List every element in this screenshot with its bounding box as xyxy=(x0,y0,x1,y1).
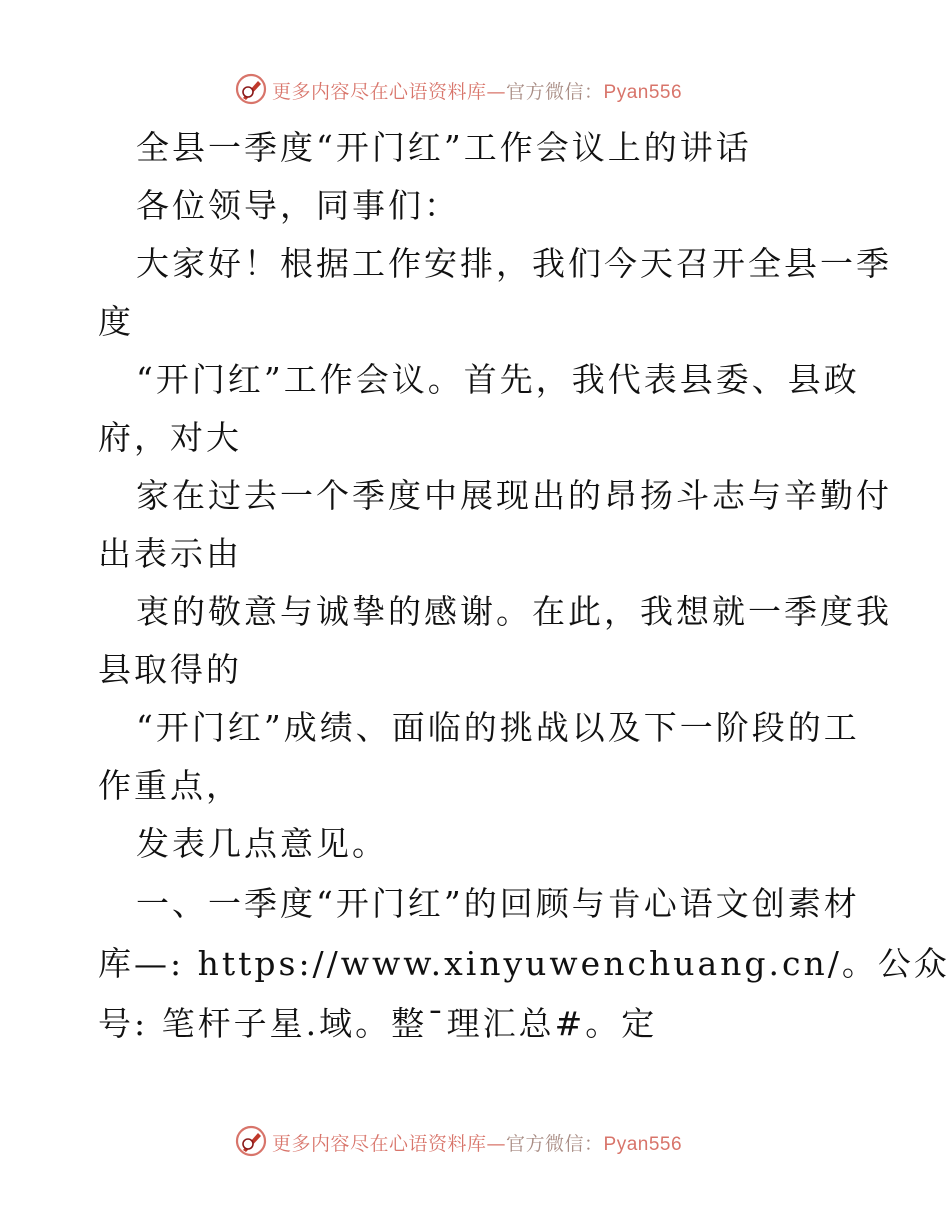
text-line: “开门红”工作会议。首先，我代表县委、县政 xyxy=(136,360,860,399)
quill-logo-icon xyxy=(234,1124,268,1158)
header-watermark xyxy=(0,70,950,110)
header-wechat-id: Pyan556 xyxy=(603,82,683,103)
text-line: 号: 笔杆子星.域。整¯理汇总#。定 xyxy=(98,1004,658,1043)
salutation: 各位领导，同事们： xyxy=(136,186,460,225)
text-line: 大家好！根据工作安排，我们今天召开全县一季 xyxy=(136,244,892,283)
footer-dash: — xyxy=(486,1133,507,1155)
text-line: 府，对大 xyxy=(98,418,242,457)
text-line: 发表几点意见。 xyxy=(136,824,388,863)
header-watermark-text xyxy=(272,77,682,104)
header-wechat-label: 官方微信： xyxy=(506,81,604,103)
footer-wechat-label: 官方微信： xyxy=(506,1133,604,1155)
document-title: 全县一季度“开门红”工作会议上的讲话 xyxy=(136,128,752,167)
text-line: 作重点， xyxy=(98,766,242,805)
text-line: 衷的敬意与诚挚的感谢。在此，我想就一季度我 xyxy=(136,592,892,631)
footer-wechat-id: Pyan556 xyxy=(603,1134,683,1155)
section-heading: 一、一季度“开门红”的回顾与肯心语文创素材 xyxy=(136,884,860,923)
text-line: 库—: https://www.xinyuwenchuang.cn/。公众 xyxy=(98,944,950,983)
header-dash: — xyxy=(486,81,507,103)
footer-site-text: 更多内容尽在心语资料库 xyxy=(272,1133,487,1155)
footer-watermark xyxy=(0,1122,950,1162)
text-line: 出表示由 xyxy=(98,534,242,573)
text-line: 县取得的 xyxy=(98,650,242,689)
text-line: 家在过去一个季度中展现出的昂扬斗志与辛勤付 xyxy=(136,476,892,515)
header-site-text: 更多内容尽在心语资料库 xyxy=(272,81,487,103)
footer-watermark-text xyxy=(272,1129,682,1156)
text-line: “开门红”成绩、面临的挑战以及下一阶段的工 xyxy=(136,708,860,747)
text-line: 度 xyxy=(98,302,134,341)
quill-logo-icon xyxy=(234,72,268,106)
